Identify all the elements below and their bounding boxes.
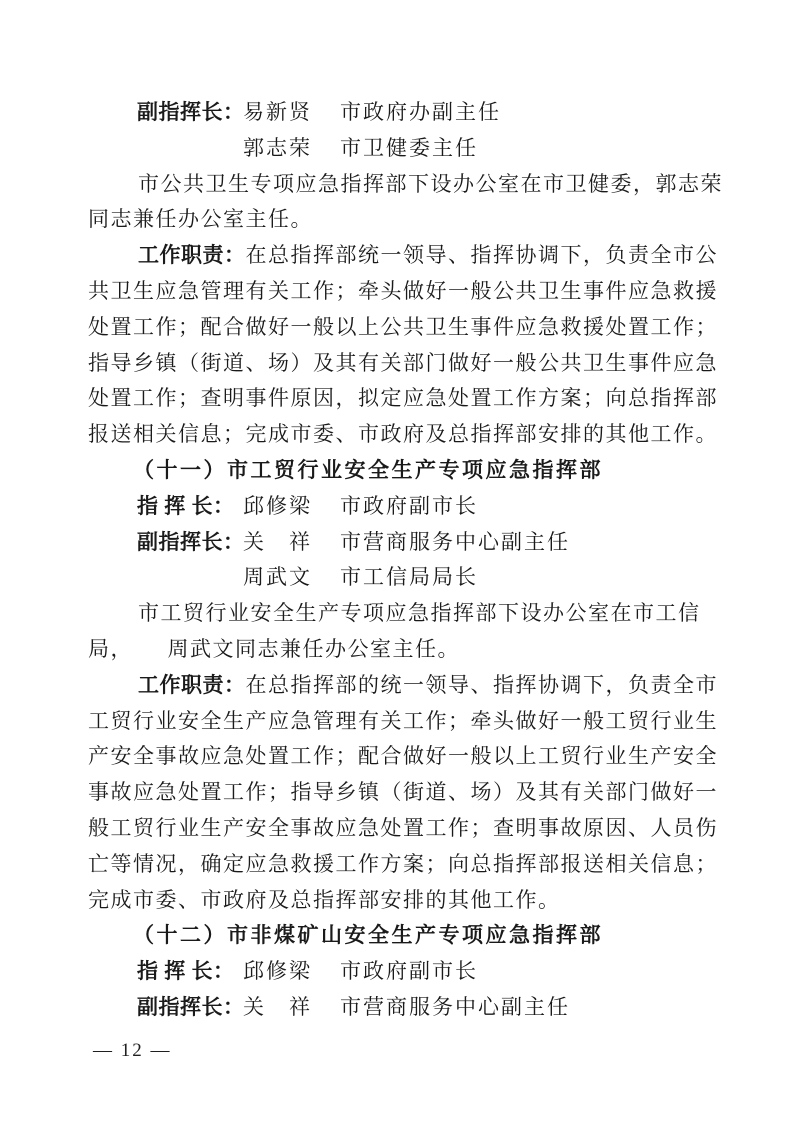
line-text: 处置工作；查明事件原因，拟定应急处置工作方案；向总指挥部 (88, 386, 718, 411)
rank-label: 副指挥长： (137, 529, 245, 554)
duties-line (88, 238, 718, 274)
rank-label: 指 挥 长： (137, 959, 235, 984)
heading-text: （十一）市工贸行业安全生产专项应急指挥部 (133, 457, 603, 482)
line-text: 指导乡镇（街道、场）及其有关部门做好一般公共卫生事件应急 (88, 350, 718, 375)
person-title: 市卫健委主任 (340, 135, 478, 160)
person-title: 市营商服务中心副主任 (340, 529, 570, 554)
person-title: 市工信局局长 (340, 565, 478, 590)
line-text: 完成市委、市政府及总指挥部安排的其他工作。 (88, 887, 561, 912)
line-text: 事故应急处置工作；指导乡镇（街道、场）及其有关部门做好一 (88, 780, 718, 805)
paragraph-line (88, 381, 718, 417)
section-heading (88, 453, 713, 489)
line-text: 市工贸行业安全生产专项应急指挥部下设办公室在市工信 (138, 601, 701, 626)
line-text: 局， 周武文同志兼任办公室主任。 (88, 636, 460, 661)
person-name: 邱修梁 (243, 959, 312, 984)
paragraph-line (88, 346, 718, 382)
line-text: 产安全事故应急处置工作；配合做好一般以上工贸行业生产安全 (88, 744, 718, 769)
rank-continuation-line (88, 131, 713, 167)
person-name: 邱修梁 (243, 493, 312, 518)
line-text: 在总指挥部的统一领导、指挥协调下，负责全市 (245, 672, 718, 697)
line-text: 报送相关信息；完成市委、市政府及总指挥部安排的其他工作。 (88, 422, 718, 447)
paragraph-line (88, 883, 713, 919)
rank-line (88, 489, 713, 525)
paragraph-line (88, 632, 713, 668)
line-text: 工贸行业安全生产应急管理有关工作；牵头做好一般工贸行业生 (88, 708, 718, 733)
rank-line (88, 954, 713, 990)
paragraph-line (88, 704, 718, 740)
line-text: 市公共卫生专项应急指挥部下设办公室在市卫健委，郭志荣 (138, 171, 723, 196)
paragraph-line (88, 310, 718, 346)
document-body (88, 95, 723, 1026)
rank-label: 指 挥 长： (137, 493, 235, 518)
person-name: 关 祥 (243, 994, 312, 1019)
rank-continuation-line (88, 560, 713, 596)
heading-text: （十二）市非煤矿山安全生产专项应急指挥部 (133, 923, 603, 948)
rank-line (88, 990, 713, 1026)
paragraph-line (88, 202, 713, 238)
paragraph-line (88, 274, 718, 310)
rank-label: 工作职责： (138, 672, 246, 697)
rank-line (88, 95, 713, 131)
line-text: 处置工作；配合做好一般以上公共卫生事件应急救援处置工作； (88, 314, 718, 339)
rank-label: 副指挥长： (137, 100, 245, 124)
paragraph-line (88, 811, 718, 847)
rank-line (88, 525, 713, 561)
duties-line (88, 668, 718, 704)
paragraph-line (88, 775, 718, 811)
page-number: — 12 — (93, 1040, 172, 1061)
paragraph-first-line (88, 167, 723, 203)
rank-label: 工作职责： (138, 243, 246, 268)
person-title: 市政府副市长 (340, 493, 478, 518)
paragraph-first-line (88, 596, 713, 632)
person-title: 市政府办副主任 (340, 100, 501, 124)
person-title: 市政府副市长 (340, 959, 478, 984)
person-name: 关 祥 (243, 529, 312, 554)
line-text: 在总指挥部统一领导、指挥协调下，负责全市公 (245, 243, 718, 268)
person-name: 易新贤 (243, 100, 312, 124)
person-title: 市营商服务中心副主任 (340, 994, 570, 1019)
line-text: 同志兼任办公室主任。 (88, 207, 313, 232)
line-text: 般工贸行业生产安全事故应急处置工作；查明事故原因、人员伤 (88, 815, 718, 840)
person-name: 周武文 (243, 565, 312, 590)
paragraph-line (88, 847, 718, 883)
line-text: 亡等情况，确定应急救援工作方案；向总指挥部报送相关信息； (88, 851, 718, 876)
person-name: 郭志荣 (243, 135, 312, 160)
rank-label: 副指挥长： (137, 994, 245, 1019)
paragraph-line (88, 417, 718, 453)
section-heading (88, 918, 713, 954)
line-text: 共卫生应急管理有关工作；牵头做好一般公共卫生事件应急救援 (88, 278, 718, 303)
paragraph-line (88, 739, 718, 775)
